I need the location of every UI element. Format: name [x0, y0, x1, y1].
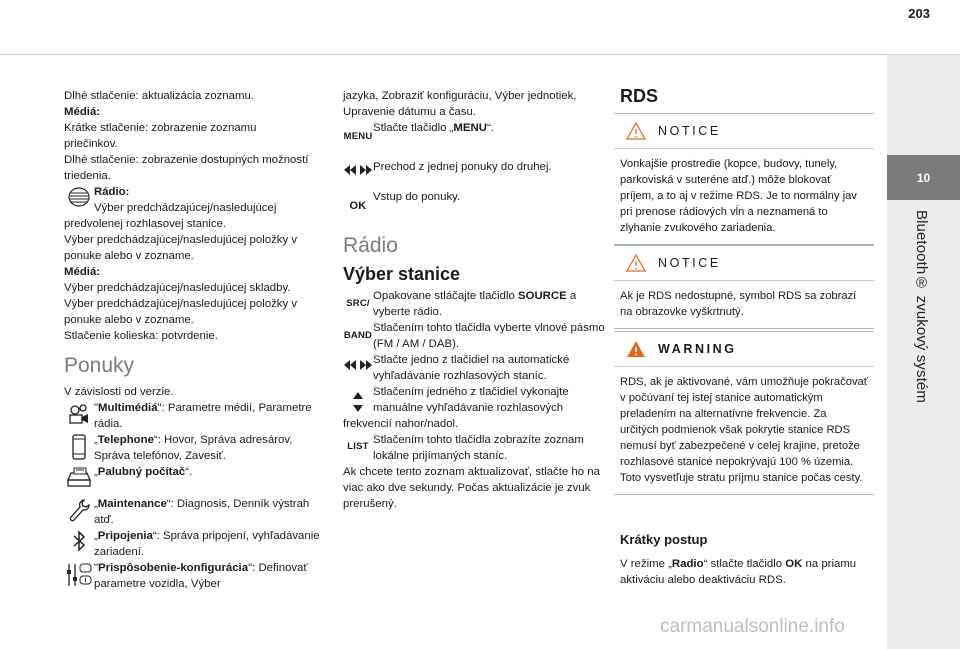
shortcut-text: V režime „Radio“ stlačte tlačidlo OK na priamu aktiváciu alebo deaktiváciu RDS.	[620, 558, 857, 586]
text-line: Výber predchádzajúcej/nasledujúcej položky v	[64, 298, 298, 310]
text-line: Upravenie dátumu a času.	[343, 106, 476, 118]
text-line: Výber predchádzajúcej/nasledujúcej skladby.	[64, 282, 291, 294]
menu-name: Telephone	[97, 434, 154, 446]
wrench-icon	[64, 496, 94, 522]
text-line: Dlhé stlačenie: zobrazenie dostupných možností	[64, 154, 309, 166]
shortcut-heading: Krátky postup	[620, 532, 708, 547]
notice-text: Vonkajšie prostredie (kopce, budovy, tunely, parkoviská v suteréne atď.) môže blokovať príjem, a to aj v režime RDS. Je to normálny jav pri prenose rádiových vĺn a neznamená to zlyhanie zvukového zariadenia.	[620, 158, 857, 234]
text-line: ponuke alebo v zozname.	[64, 250, 194, 262]
chapter-title: Bluetooth® zvukový systém	[913, 210, 930, 403]
text-line: triedenia.	[64, 170, 111, 182]
multimedia-icon	[64, 400, 94, 426]
source-button-icon: SRC/	[346, 298, 370, 309]
warning-triangle-icon	[626, 122, 646, 140]
ponuky-intro: V závislosti od verzie.	[64, 386, 174, 398]
left-column	[64, 88, 329, 592]
notice-box-2	[614, 245, 874, 329]
seek-arrows-icon	[343, 352, 373, 370]
text-line: Výber predchádzajúcej/nasledujúcej	[94, 202, 277, 214]
menu-name: Multimédiá	[98, 402, 158, 414]
page-number: 203	[908, 6, 930, 21]
ok-key-row: OK Vstup do ponuky.	[343, 189, 605, 214]
station-heading: Výber stanice	[343, 264, 461, 284]
list-key-row: LIST Stlačením tohto tlačidla zobrazíte zoznam lokálne prijímaných staníc.	[343, 432, 605, 464]
manual-search-row: Stlačením jedného z tlačidiel vykonajte manuálne vyhľadávanie rozhlasových	[343, 384, 605, 416]
warning-text: RDS, ak je aktivované, vám umožňuje pokračovať v počúvaní tej istej stanice automatickým preladením na alternatívne frekvencie. Za určitých podmienok však pokrytie stanice RDS nemusí byť zabezpečené v celej krajine, pretože rozhlasové stanice nepokrývajú 100 % územia. Toto vysvetľuje stratu príjmu stanice počas cesty.	[620, 376, 868, 484]
arrows-row	[343, 159, 605, 175]
menu-item-maintenance: „Maintenance“: Diagnosis, Denník výstrah atď.	[64, 496, 329, 528]
radio-scroll-row	[64, 184, 329, 216]
text-line: priečinkov.	[64, 138, 118, 150]
text-line: ponuke alebo v zozname.	[64, 314, 194, 326]
bluetooth-icon	[64, 528, 94, 552]
warning-triangle-icon	[626, 254, 646, 272]
menu-item-onboard-computer: „Palubný počítač“.	[64, 464, 329, 496]
menu-key-row: MENU Stlačte tlačidlo „MENU“.	[343, 120, 605, 145]
text-line: Dlhé stlačenie: aktualizácia zoznamu.	[64, 90, 254, 102]
band-key-row: BAND Stlačením tohto tlačidla vyberte vlnové pásmo (FM / AM / DAB).	[343, 322, 605, 350]
left-right-arrows-icon	[343, 159, 373, 175]
ok-button-icon: OK	[349, 200, 367, 212]
onboard-computer-icon	[64, 464, 94, 490]
menu-item-settings: "Prispôsobenie-konfigurácia": Definovať parametre vozidla, Výber	[64, 560, 329, 592]
middle-column: jazyka, Zobraziť konfiguráciu, Výber jednotiek, Upravenie dátumu a času. MENU Stlačte tlačidlo „MENU“. Prechod z jednej ponuky do druhej. OK Vstup do ponuky. Rádio Výber stanice SRC/ Opakovane stláčajte tlačidlo SOURCE a vyberte rádio. BAND Stlačením tohto tlačidla vyberte vlnové pásmo (FM / AM / DAB). Stlačte jedno z tlačidiel na automatické vyhľadávanie rozhlasových staníc. Stlačením jedného z tlačidiel vykonajte manuálne vyhľadávanie rozhlasových frekvencií nahor/nadol. LIST Stlačením tohto tlačidla zobrazíte zoznam lokálne prijímaných staníc. Ak chcete tento zoznam aktualizovať, stlačte ho na viac ako dve sekundy. Počas aktualizácie je zvuk prerušený.	[343, 90, 605, 510]
menu-name: Prispôsobenie-konfigurácia	[98, 562, 249, 574]
up-down-arrows-icon	[343, 384, 373, 414]
menu-name: Maintenance	[97, 498, 167, 510]
notice-box-1	[614, 113, 874, 245]
watermark: carmanualsonline.info	[660, 616, 845, 637]
notice-title: NOTICE	[658, 124, 721, 138]
list-button-icon: LIST	[347, 441, 369, 452]
text-line: Krátke stlačenie: zobrazenie zoznamu	[64, 122, 257, 134]
arrows-text: Prechod z jednej ponuky do druhej.	[373, 161, 552, 173]
warning-box	[614, 331, 874, 495]
ponuky-heading: Ponuky	[64, 354, 135, 377]
menu-desc: Správa pripojení, vyhľadávanie zariadení.	[94, 530, 320, 558]
warning-triangle-icon	[626, 340, 646, 358]
text-line: Médiá:	[64, 266, 101, 278]
radio-label: Rádio:	[94, 186, 130, 198]
menu-desc: Hovor, Správa adresárov, Správa telefónov, Zavesiť.	[94, 434, 293, 462]
menu-item-connections: „Pripojenia“: Správa pripojení, vyhľadávanie zariadení.	[64, 528, 329, 560]
notice-text: Ak je RDS nedostupné, symbol RDS sa zobrazí na obrazovke vyškrtnutý.	[620, 290, 857, 318]
shortcut-section	[620, 532, 870, 588]
menu-desc: Parametre médií, Parametre rádia.	[94, 402, 312, 430]
menu-item-multimedia: "Multimédiá": Parametre médií, Parametre rádia.	[64, 400, 329, 432]
src-key-row: SRC/ Opakovane stláčajte tlačidlo SOURCE a vyberte rádio.	[343, 288, 605, 320]
scroll-wheel-icon	[64, 184, 94, 208]
text-line: Stlačenie kolieska: potvrdenie.	[64, 330, 218, 342]
radio-heading: Rádio	[343, 234, 398, 257]
chapter-tab-number[interactable]: 10	[887, 155, 960, 200]
text-line: Médiá:	[64, 106, 101, 118]
menu-button-icon: MENU	[343, 131, 373, 142]
menu-name: Pripojenia	[97, 530, 153, 542]
header-divider	[0, 54, 960, 55]
text-line: predvolenej rozhlasovej stanice.	[64, 218, 227, 230]
text-line: jazyka, Zobraziť konfiguráciu, Výber jednotiek,	[343, 90, 577, 102]
text-line: Výber predchádzajúcej/nasledujúcej položky v	[64, 234, 298, 246]
settings-icon	[64, 560, 94, 588]
menu-desc: Definovať parametre vozidla, Výber	[94, 562, 308, 590]
menu-item-telephone: „Telephone“: Hovor, Správa adresárov, Správa telefónov, Zavesiť.	[64, 432, 329, 464]
rds-heading: RDS	[620, 86, 659, 106]
outro-text: Ak chcete tento zoznam aktualizovať, stlačte ho na viac ako dve sekundy. Počas aktualizácie je zvuk prerušený.	[343, 466, 600, 510]
menu-name: Palubný počítač	[97, 466, 186, 478]
warning-title: WARNING	[658, 342, 737, 356]
telephone-icon	[64, 432, 94, 460]
menu-desc: Diagnosis, Denník výstrah atď.	[94, 498, 310, 526]
notice-title: NOTICE	[658, 256, 721, 270]
band-button-icon: BAND	[343, 330, 373, 341]
auto-search-row: Stlačte jedno z tlačidiel na automatické vyhľadávanie rozhlasových staníc.	[343, 352, 605, 384]
